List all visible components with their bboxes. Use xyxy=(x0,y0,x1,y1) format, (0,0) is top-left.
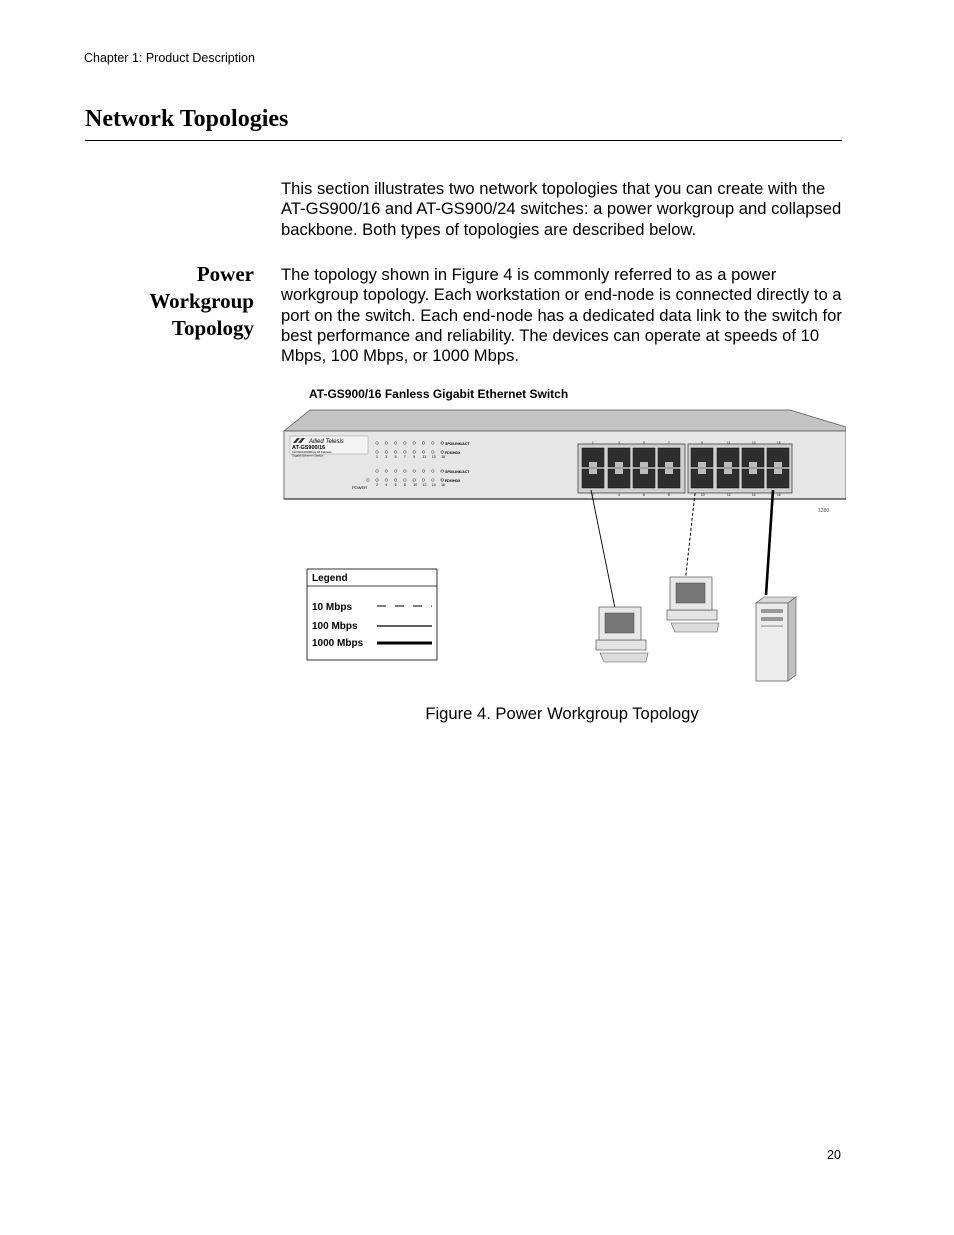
port-notch xyxy=(640,462,648,467)
topology-diagram xyxy=(280,405,846,690)
led-number: 2 xyxy=(376,483,378,487)
port-number: 3 xyxy=(618,441,620,445)
port-notch xyxy=(724,462,732,467)
cable-1000mbps xyxy=(766,490,773,595)
port-notch xyxy=(724,469,732,474)
cable-10mbps xyxy=(591,490,616,613)
port-notch xyxy=(615,462,623,467)
led-number: 12 xyxy=(422,483,427,487)
led-number: 16 xyxy=(441,483,446,487)
port-number: 1 xyxy=(592,441,594,445)
led-number: 7 xyxy=(403,455,406,459)
legend-title: Legend xyxy=(312,573,348,584)
model-subtitle-1: 10/100/1000Mbps 16 Fanless xyxy=(292,450,332,454)
led-label-bottom-1: SPD/LINK/ACT xyxy=(445,470,470,474)
port-number: 11 xyxy=(727,441,731,445)
intro-paragraph: This section illustrates two network topologies that you can create with the AT-GS900/16 and AT-GS900/24 switches: a power workgroup and collapsed backbone. Both types of topologies are described below. xyxy=(281,179,842,239)
port-number: 7 xyxy=(668,441,670,445)
led-number: 9 xyxy=(413,455,416,459)
figure-title: AT-GS900/16 Fanless Gigabit Ethernet Switch xyxy=(309,387,569,401)
led-number: 11 xyxy=(422,455,427,459)
model-name: AT-GS900/16 xyxy=(292,445,326,451)
running-header: Chapter 1: Product Description xyxy=(84,51,255,65)
subsection-paragraph: The topology shown in Figure 4 is commonly referred to as a power workgroup topology. Each workstation or end-node is connected directly to a port on the switch. Each end-node has a dedicated data link to the switch for best performance and reliability. The devices can operate at speeds of 10 Mbps, 100 Mbps, or 1000 Mbps. xyxy=(281,265,842,366)
port-number: 9 xyxy=(701,441,703,445)
legend-label-1000mbps: 1000 Mbps xyxy=(312,638,364,649)
port-notch xyxy=(640,469,648,474)
port-notch xyxy=(665,469,673,474)
port-notch xyxy=(749,469,757,474)
title-rule xyxy=(85,140,842,141)
brand-name: Allied Telesis xyxy=(309,439,344,445)
heading-line-1: Power xyxy=(196,262,254,286)
workstation-computer-icon xyxy=(596,607,648,662)
cable-100mbps xyxy=(685,493,695,583)
port-number: 4 xyxy=(618,493,620,497)
led-number: 13 xyxy=(431,455,436,459)
led-number: 3 xyxy=(385,455,388,459)
page-title: Network Topologies xyxy=(85,106,289,132)
port-number: 8 xyxy=(668,493,670,497)
led-number: 14 xyxy=(431,483,436,487)
led-number: 4 xyxy=(385,483,388,487)
server-tower-icon xyxy=(756,597,796,681)
led-label-top-1: SPD/LINK/ACT xyxy=(445,442,470,446)
port-block xyxy=(578,441,792,497)
led-number: 8 xyxy=(403,483,406,487)
power-label: POWER xyxy=(352,485,368,490)
port-notch xyxy=(615,469,623,474)
port-number: 12 xyxy=(727,493,731,497)
art-number: 1280 xyxy=(818,508,830,514)
legend xyxy=(307,569,437,660)
port-notch xyxy=(589,462,597,467)
led-number: 5 xyxy=(394,455,397,459)
led-number: 1 xyxy=(376,455,378,459)
port-number: 6 xyxy=(643,493,645,497)
port-number: 2 xyxy=(592,493,594,497)
legend-label-100mbps: 100 Mbps xyxy=(312,621,358,632)
port-number: 14 xyxy=(752,493,756,497)
port-notch xyxy=(698,462,706,467)
port-notch xyxy=(589,469,597,474)
led-label-top-2: FDX/HDX xyxy=(445,451,461,455)
figure-caption: Figure 4. Power Workgroup Topology xyxy=(425,704,699,723)
port-number: 16 xyxy=(777,493,781,497)
workstation-computer-icon xyxy=(667,577,719,632)
port-number: 5 xyxy=(643,441,645,445)
heading-line-3: Topology xyxy=(171,316,254,340)
subsection-heading xyxy=(120,261,254,342)
led-number: 6 xyxy=(394,483,397,487)
led-number: 15 xyxy=(441,455,446,459)
model-subtitle-2: Gigabit Ethernet Switch xyxy=(292,453,324,458)
heading-line-2: Workgroup xyxy=(149,289,254,313)
port-notch xyxy=(774,469,782,474)
led-number: 10 xyxy=(413,483,418,487)
port-notch xyxy=(698,469,706,474)
legend-label-10mbps: 10 Mbps xyxy=(312,602,353,613)
led-label-bottom-2: FDX/HDX xyxy=(445,479,461,483)
port-notch xyxy=(749,462,757,467)
port-notch xyxy=(665,462,673,467)
port-notch xyxy=(774,462,782,467)
port-number: 13 xyxy=(752,441,756,445)
page-number: 20 xyxy=(827,1148,841,1162)
port-number: 10 xyxy=(701,493,705,497)
port-number: 15 xyxy=(777,441,781,445)
